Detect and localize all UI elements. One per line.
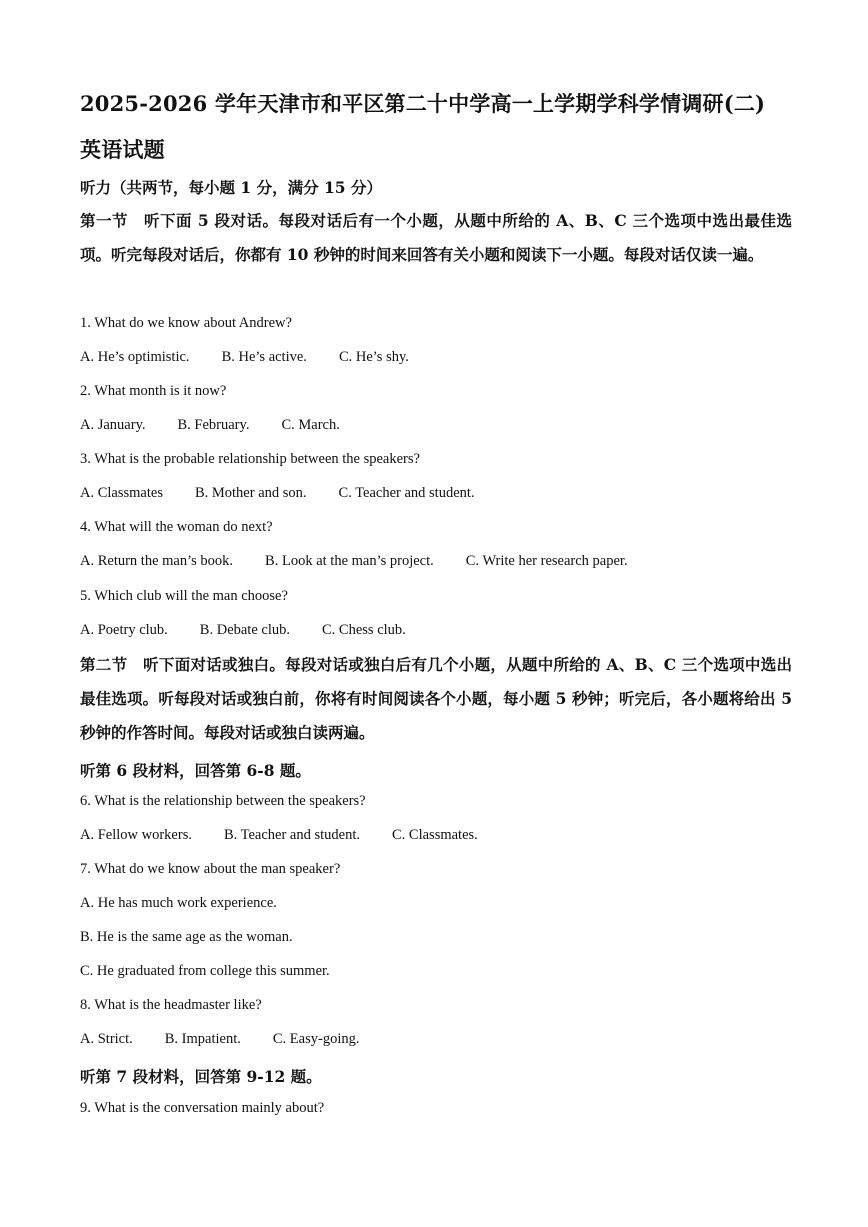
question-9: 9. What is the conversation mainly about? xyxy=(80,1100,325,1116)
question-2-options xyxy=(80,417,372,434)
question-8: 8. What is the headmaster like? xyxy=(80,997,262,1013)
question-1-options xyxy=(80,349,441,366)
option-c: C. Classmates. xyxy=(392,827,478,843)
option-b: B. Debate club. xyxy=(199,622,290,638)
option-a: A. Classmates xyxy=(80,485,163,501)
option-c: C. March. xyxy=(281,417,340,433)
question-2: 2. What month is it now? xyxy=(80,383,227,399)
option-a: A. Strict. xyxy=(80,1031,133,1047)
question-6: 6. What is the relationship between the speakers? xyxy=(80,793,366,809)
option-b: B. February. xyxy=(177,417,250,433)
option-a: A. Return the man’s book. xyxy=(80,553,234,569)
question-6-options xyxy=(80,827,510,844)
exam-subtitle: 英语试题 xyxy=(80,137,165,162)
material-7-heading: 听第 7 段材料，回答第 9-12 题。 xyxy=(80,1067,322,1086)
option-b: B. He’s active. xyxy=(221,349,307,365)
question-4-options xyxy=(80,553,660,570)
exam-title: 2025-2026 学年天津市和平区第二十中学高一上学期学科学情调研(二) xyxy=(80,91,766,116)
option-c: C. He’s shy. xyxy=(338,349,409,365)
listening-section-heading: 听力（共两节，每小题 1 分，满分 15 分） xyxy=(80,178,382,197)
option-c: C. He graduated from college this summer. xyxy=(80,963,330,979)
option-a: A. January. xyxy=(80,417,146,433)
option-b: B. Teacher and student. xyxy=(223,827,360,843)
option-c: C. Teacher and student. xyxy=(338,485,475,501)
question-8-options xyxy=(80,1031,391,1048)
material-6-heading: 听第 6 段材料，回答第 6-8 题。 xyxy=(80,761,311,780)
question-1: 1. What do we know about Andrew? xyxy=(80,315,292,331)
question-5: 5. Which club will the man choose? xyxy=(80,588,288,604)
option-c: C. Chess club. xyxy=(322,622,406,638)
option-a: A. Poetry club. xyxy=(80,622,168,638)
question-5-options xyxy=(80,622,438,639)
question-3-options xyxy=(80,485,507,502)
question-3: 3. What is the probable relationship between the speakers? xyxy=(80,451,420,467)
option-a: A. He has much work experience. xyxy=(80,895,277,911)
option-b: B. He is the same age as the woman. xyxy=(80,929,293,945)
part2-instructions: 第二节 听下面对话或独白。每段对话或独白后有几个小题，从题中所给的 A、B、C 三个选项中选出最佳选项。听每段对话或独白前，你将有时间阅读各个小题，每小题 5 秒钟；听完后，各小题将给出 5 秒钟的作答时间。每段对话或独白读两遍。 xyxy=(80,655,792,742)
option-a: A. He’s optimistic. xyxy=(80,349,190,365)
option-b: B. Impatient. xyxy=(164,1031,241,1047)
option-c: C. Write her research paper. xyxy=(465,553,628,569)
part1-instructions: 第一节 听下面 5 段对话。每段对话后有一个小题，从题中所给的 A、B、C 三个选项中选出最佳选项。听完每段对话后，你都有 10 秒钟的时间来回答有关小题和阅读下一小题。每段对话仅读一遍。 xyxy=(80,211,792,264)
option-b: B. Look at the man’s project. xyxy=(265,553,434,569)
question-4: 4. What will the woman do next? xyxy=(80,519,273,535)
option-c: C. Easy-going. xyxy=(272,1031,360,1047)
question-7: 7. What do we know about the man speaker? xyxy=(80,861,341,877)
option-b: B. Mother and son. xyxy=(194,485,307,501)
option-a: A. Fellow workers. xyxy=(80,827,192,843)
